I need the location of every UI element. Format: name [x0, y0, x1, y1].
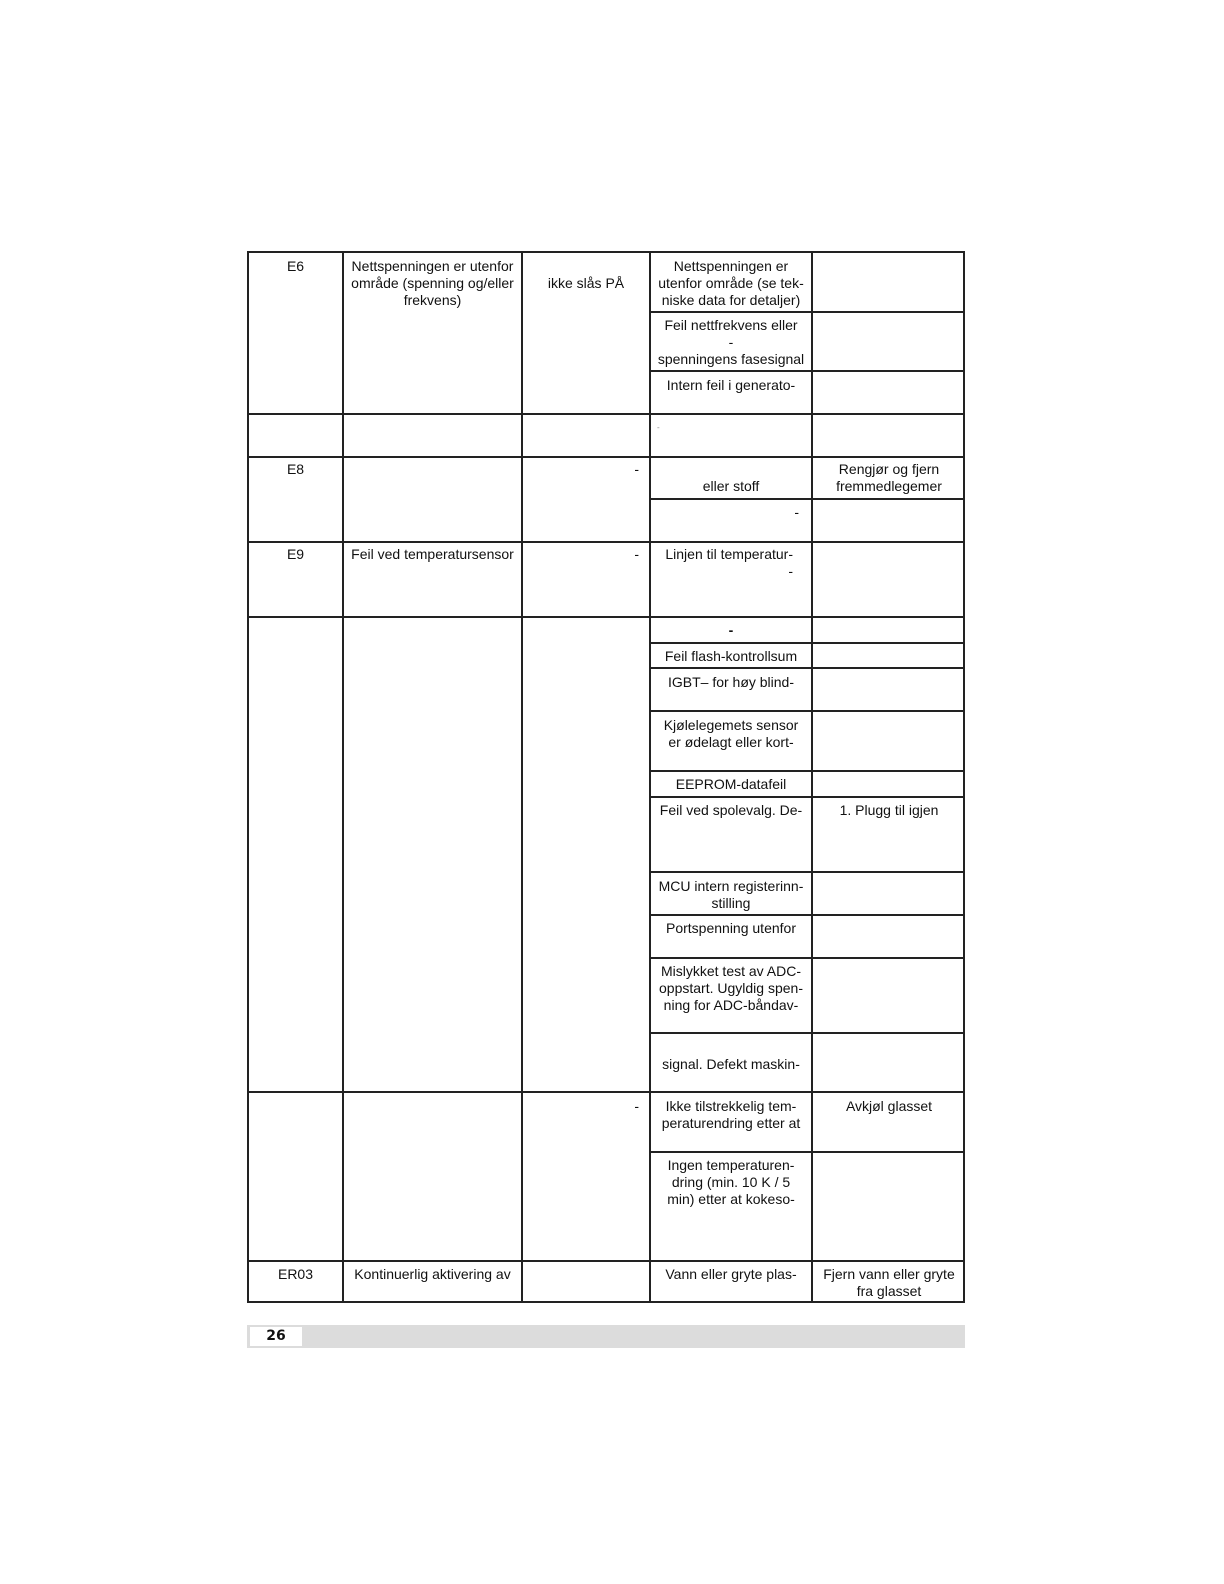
row-divider: [249, 1091, 965, 1093]
error-code: E9: [286, 546, 305, 562]
cause-text: MCU intern registerinn- stilling: [658, 878, 804, 911]
error-code-table: [247, 251, 965, 1303]
subrow-divider: [649, 311, 965, 313]
cause-text: Intern feil i generato-: [666, 377, 796, 393]
subrow-divider: [649, 667, 965, 669]
subrow-divider: [649, 871, 965, 873]
row-divider: [249, 541, 965, 543]
subrow-divider: [649, 957, 965, 959]
error-code: E6: [286, 258, 305, 274]
cause-text: Ikke tilstrekkelig tem- peraturendring etter at: [661, 1098, 801, 1131]
cause-text: Feil flash-kontrollsum: [664, 648, 798, 664]
error-description: Nettspenningen er utenfor område (spenning og/eller frekvens): [351, 258, 514, 308]
subrow-divider: [649, 370, 965, 372]
subrow-divider: [649, 710, 965, 712]
row-divider: [249, 616, 965, 618]
subrow-divider: [649, 1151, 965, 1153]
remedy-text: Avkjøl glasset: [845, 1098, 933, 1114]
cause-text: Portspenning utenfor: [666, 920, 796, 936]
cause-text: Vann eller gryte plas-: [665, 1266, 797, 1282]
row-divider: [249, 1260, 965, 1262]
cause-text: -: [657, 423, 660, 432]
column-divider: [342, 253, 344, 1301]
remedy-text: 1. Plugg til igjen: [839, 802, 939, 818]
cause-text: Linjen til temperatur- -: [665, 546, 793, 579]
display-behaviour: ikke slås PÅ: [547, 275, 625, 291]
row-divider: [249, 456, 965, 458]
subrow-divider: [649, 914, 965, 916]
display-behaviour: -: [634, 461, 639, 477]
column-divider: [811, 253, 813, 1301]
error-description: Feil ved temperatursensor: [351, 546, 514, 562]
subrow-divider: [649, 1032, 965, 1034]
cause-text: Ingen temperaturen- dring (min. 10 K / 5 min) etter at kokeso-: [667, 1157, 795, 1207]
display-behaviour: -: [634, 1098, 639, 1114]
page-number: 26: [250, 1327, 302, 1346]
subrow-divider: [649, 642, 965, 644]
cause-text: Feil ved spolevalg. De-: [659, 802, 803, 818]
display-behaviour: -: [634, 546, 639, 562]
subrow-divider: [649, 770, 965, 772]
cause-text: Mislykket test av ADC- oppstart. Ugyldig spen- ning for ADC-båndav-: [659, 963, 803, 1013]
footer-bar: [247, 1325, 965, 1348]
error-code: E8: [286, 461, 305, 477]
error-code: ER03: [277, 1266, 314, 1282]
remedy-text: Rengjør og fjern fremmedlegemer: [836, 461, 942, 494]
subrow-divider: [649, 498, 965, 500]
cause-text: signal. Defekt maskin-: [662, 1056, 800, 1072]
cause-text: IGBT– for høy blind-: [667, 674, 795, 690]
remedy-text: Fjern vann eller gryte fra glasset: [823, 1266, 955, 1299]
error-description: Kontinuerlig aktivering av: [354, 1266, 511, 1282]
column-divider: [521, 253, 523, 1301]
cause-text: -: [794, 504, 799, 520]
cause-text: Kjølelegemets sensor er ødelagt eller kort-: [663, 717, 799, 750]
cause-text: -: [728, 622, 734, 638]
subrow-divider: [649, 796, 965, 798]
row-divider: [249, 413, 965, 415]
cause-text: Nettspenningen er utenfor område (se tek- niske data for detaljer): [658, 258, 804, 308]
cause-text: eller stoff: [702, 478, 760, 494]
cause-text: EEPROM-datafeil: [675, 776, 787, 792]
cause-text: Feil nettfrekvens eller - spenningens fasesignal: [657, 317, 805, 367]
